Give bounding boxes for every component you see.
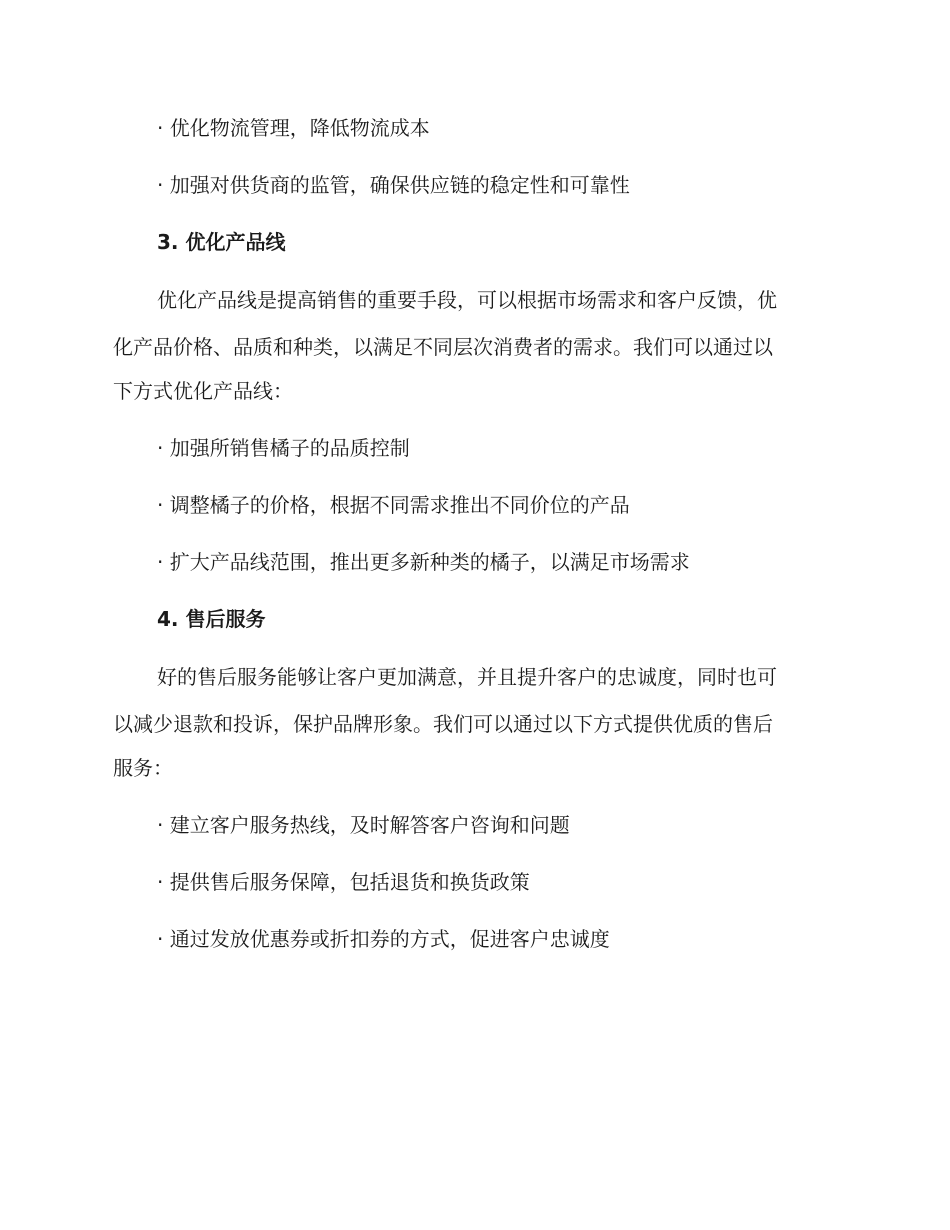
paragraph-line: 化产品价格、品质和种类，以满足不同层次消费者的需求。我们可以通过以 (113, 335, 773, 359)
bullet-item: · 提供售后服务保障，包括退货和换货政策 (157, 870, 530, 894)
paragraph-line: 以减少退款和投诉，保护品牌形象。我们可以通过以下方式提供优质的售后 (113, 712, 773, 736)
bullet-item-logistics-cost: · 优化物流管理，降低物流成本 (157, 116, 430, 140)
bullet-item-supplier-oversight: · 加强对供货商的监管，确保供应链的稳定性和可靠性 (157, 173, 630, 197)
section-heading-product-line: 3. 优化产品线 (157, 230, 286, 254)
bullet-item: · 通过发放优惠券或折扣券的方式，促进客户忠诚度 (157, 927, 610, 951)
bullet-item: · 调整橘子的价格，根据不同需求推出不同价位的产品 (157, 493, 630, 517)
section-heading-after-sales: 4. 售后服务 (157, 607, 266, 631)
bullet-item: · 加强所销售橘子的品质控制 (157, 436, 410, 460)
paragraph-line: 好的售后服务能够让客户更加满意，并且提升客户的忠诚度，同时也可 (157, 665, 777, 689)
bullet-item: · 扩大产品线范围，推出更多新种类的橘子，以满足市场需求 (157, 550, 690, 574)
bullet-item: · 建立客户服务热线，及时解答客户咨询和问题 (157, 813, 570, 837)
paragraph-line: 下方式优化产品线： (113, 379, 293, 403)
paragraph-line: 服务： (113, 756, 173, 780)
paragraph-line: 优化产品线是提高销售的重要手段，可以根据市场需求和客户反馈，优 (157, 288, 777, 312)
